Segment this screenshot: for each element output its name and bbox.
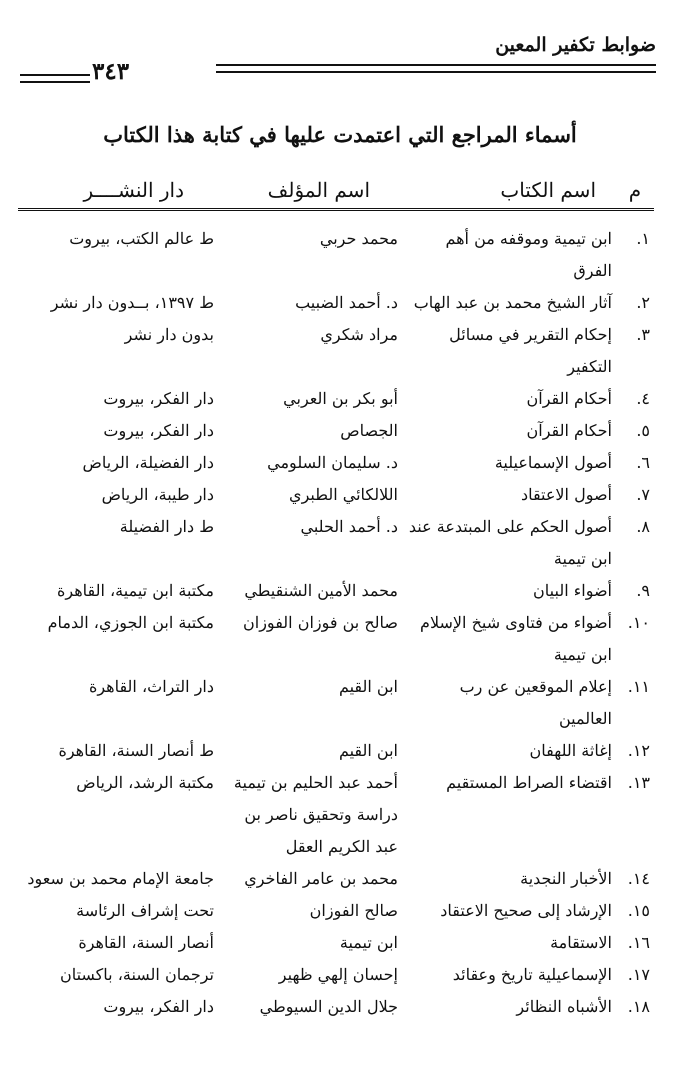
table-row	[18, 223, 654, 287]
row-book: أصول الإسماعيلية	[494, 453, 612, 472]
table-row	[18, 991, 654, 1023]
row-publisher: مكتبة ابن تيمية، القاهرة	[56, 581, 214, 600]
table-row	[18, 415, 654, 447]
row-num: ٥.	[636, 421, 650, 440]
row-publisher: تحت إشراف الرئاسة	[76, 901, 214, 920]
row-publisher: ط عالم الكتب، بيروت	[69, 229, 214, 248]
row-num: ١٦.	[627, 933, 650, 952]
row-book: أصول الاعتقاد	[520, 485, 612, 504]
table-row	[18, 575, 654, 607]
table-header	[18, 172, 654, 211]
row-author: إحسان إلهي ظهير	[278, 965, 398, 984]
row-book: الإسماعيلية تاريخ وعقائد	[452, 965, 612, 984]
row-author: مراد شكري	[320, 325, 398, 344]
row-num: ١١.	[627, 677, 650, 696]
table-row	[18, 927, 654, 959]
row-author: ابن القيم	[338, 677, 398, 696]
row-num: ١٧.	[627, 965, 650, 984]
row-author: صالح الفوزان	[309, 901, 398, 920]
row-publisher: ط دار الفضيلة	[119, 517, 214, 536]
row-book: إعلام الموقعين عن رب العالمين	[459, 677, 612, 728]
references-table	[18, 172, 654, 1023]
row-publisher: دار طيبة، الرياض	[101, 485, 214, 504]
row-num: ٧.	[636, 485, 650, 504]
table-row	[18, 863, 654, 895]
row-author: صالح بن فوزان الفوزان	[243, 613, 398, 632]
row-num: ١.	[636, 229, 650, 248]
header-rule	[216, 64, 656, 73]
table-row	[18, 479, 654, 511]
table-row	[18, 287, 654, 319]
table-body	[18, 211, 654, 1023]
table-row	[18, 447, 654, 479]
header-publisher: دار النشــــر	[83, 178, 184, 202]
row-num: ١٥.	[627, 901, 650, 920]
row-num: ٤.	[636, 389, 650, 408]
table-row	[18, 383, 654, 415]
row-book: الأشباه النظائر	[516, 997, 612, 1016]
row-author: محمد بن عامر الفاخري	[244, 869, 398, 888]
section-title: أسماء المراجع التي اعتمدت عليها في كتابة هذا الكتاب	[103, 122, 577, 147]
row-author: محمد الأمين الشنقيطي	[244, 581, 398, 600]
row-author: جلال الدين السيوطي	[259, 997, 398, 1016]
row-num: ٢.	[636, 293, 650, 312]
row-book: إغاثة اللهفان	[529, 741, 612, 760]
table-row	[18, 511, 654, 575]
row-num: ١٠.	[627, 613, 650, 632]
row-book: أصول الحكم على المبتدعة عند ابن تيمية	[408, 517, 612, 568]
row-book: آثار الشيخ محمد بن عبد الهاب	[413, 293, 612, 312]
row-publisher: جامعة الإمام محمد بن سعود	[27, 869, 214, 888]
table-row	[18, 671, 654, 735]
row-num: ١٤.	[627, 869, 650, 888]
row-book: أضواء من فتاوى شيخ الإسلام ابن تيمية	[420, 613, 612, 664]
row-num: ٩.	[636, 581, 650, 600]
row-author: ابن تيمية	[339, 933, 398, 952]
table-row	[18, 319, 654, 383]
row-book: إحكام التقرير في مسائل التكفير	[449, 325, 612, 376]
row-author: ابن القيم	[338, 741, 398, 760]
row-book: الأخبار النجدية	[520, 869, 612, 888]
row-author: د. أحمد الضبيب	[295, 293, 398, 312]
row-book: الاستقامة	[550, 933, 612, 952]
row-num: ١٨.	[627, 997, 650, 1016]
table-row	[18, 959, 654, 991]
row-author: د. سليمان السلومي	[267, 453, 398, 472]
row-publisher: ترجمان السنة، باكستان	[59, 965, 214, 984]
row-publisher: ط أنصار السنة، القاهرة	[58, 741, 214, 760]
row-book: اقتضاء الصراط المستقيم	[446, 773, 612, 792]
row-author: د. أحمد الحلبي	[300, 517, 398, 536]
row-publisher: مكتبة ابن الجوزي، الدمام	[47, 613, 214, 632]
row-author: أحمد عبد الحليم بن تيمية دراسة وتحقيق ناصر بن عبد الكريم العقل	[233, 773, 398, 856]
row-publisher: دار التراث، القاهرة	[88, 677, 214, 696]
row-publisher: أنصار السنة، القاهرة	[78, 933, 214, 952]
page-number: ٣٤٣	[92, 58, 130, 85]
page-number-rule	[20, 74, 90, 83]
row-author: محمد حربي	[319, 229, 398, 248]
row-num: ١٢.	[627, 741, 650, 760]
row-book: ابن تيمية وموقفه من أهم الفرق	[445, 229, 612, 280]
row-author: اللالكائي الطبري	[289, 485, 398, 504]
table-row	[18, 895, 654, 927]
row-num: ١٣.	[627, 773, 650, 792]
row-num: ٨.	[636, 517, 650, 536]
row-author: الجصاص	[340, 421, 398, 440]
row-publisher: بدون دار نشر	[124, 325, 214, 344]
row-book: أحكام القرآن	[526, 389, 612, 408]
header-author: اسم المؤلف	[267, 178, 370, 202]
row-publisher: دار الفضيلة، الرياض	[82, 453, 214, 472]
table-row	[18, 607, 654, 671]
row-book: الإرشاد إلى صحيح الاعتقاد	[440, 901, 612, 920]
row-publisher: مكتبة الرشد، الرياض	[76, 773, 214, 792]
header-num: م	[628, 178, 642, 202]
table-row	[18, 767, 654, 863]
row-author: أبو بكر بن العربي	[283, 389, 398, 408]
row-publisher: دار الفكر، بيروت	[103, 997, 214, 1016]
table-row	[18, 735, 654, 767]
row-num: ٣.	[636, 325, 650, 344]
header-book: اسم الكتاب	[500, 178, 596, 202]
row-publisher: دار الفكر، بيروت	[103, 389, 214, 408]
row-publisher: دار الفكر، بيروت	[103, 421, 214, 440]
row-publisher: ط ١٣٩٧، بــدون دار نشر	[50, 293, 214, 312]
page-header	[20, 28, 656, 85]
row-num: ٦.	[636, 453, 650, 472]
row-book: أحكام القرآن	[526, 421, 612, 440]
row-book: أضواء البيان	[533, 581, 612, 600]
running-title: ضوابط تكفير المعين	[495, 34, 656, 56]
